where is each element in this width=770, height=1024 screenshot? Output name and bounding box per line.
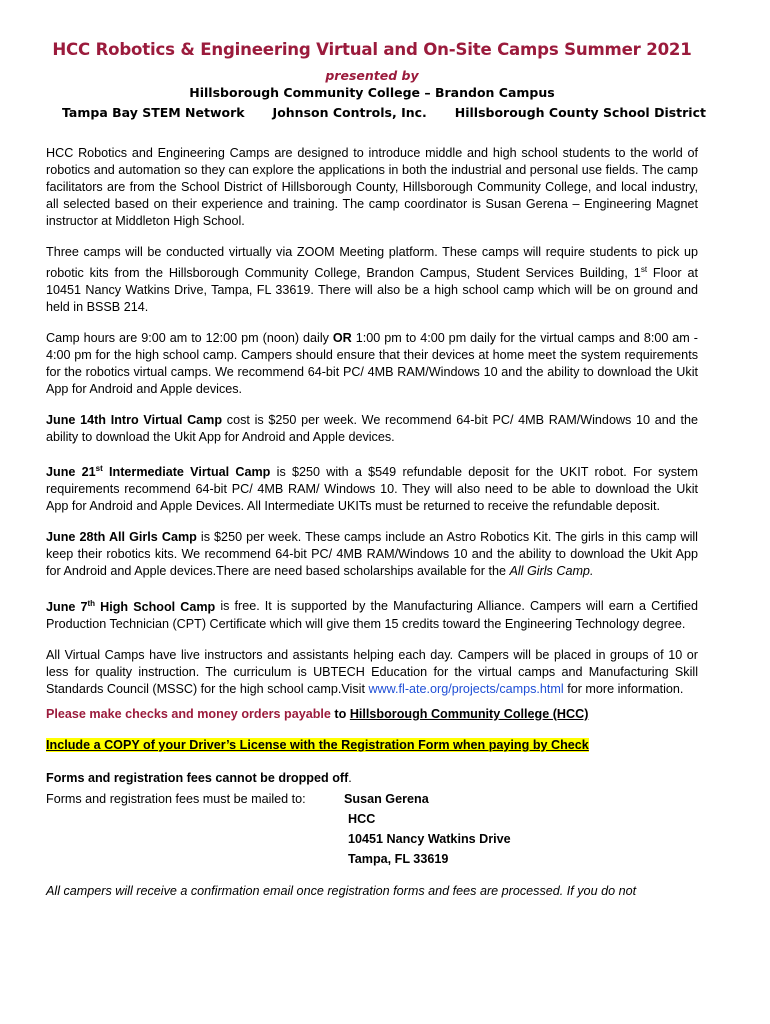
partner-stem: Tampa Bay STEM Network bbox=[62, 105, 245, 120]
no-drop-off-notice: Forms and registration fees cannot be dropped off. bbox=[46, 770, 352, 785]
partner-johnson: Johnson Controls, Inc. bbox=[272, 105, 427, 120]
host-main: Hillsborough Community College – Brandon Campus bbox=[189, 85, 555, 100]
mailing-row bbox=[46, 789, 698, 809]
camp-intro-paragraph: June 14th Intro Virtual Camp cost is $250 per week. We recommend 64-bit PC/ 4MB RAM/Windows 10 and the ability to download the Ukit App for Android and Apple devices. bbox=[46, 413, 698, 445]
camp-girls-title: June 28th All Girls Camp bbox=[46, 530, 197, 545]
hours-paragraph: Camp hours are 9:00 am to 12:00 pm (noon) daily OR 1:00 pm to 4:00 pm daily for the virtual camps and 8:00 am - 4:00 pm for the high school camp. Campers should ensure that their devices at home meet the system requirements for the robotics virtual camps. We recommend 64-bit PC/ 4MB RAM/Windows 10 and the ability to download the Ukit App for Android and Apple devices. bbox=[46, 331, 698, 397]
checks-payable-line: Please make checks and money orders payable to Hillsborough Community College (HCC) bbox=[46, 706, 589, 721]
partners-row bbox=[62, 103, 706, 123]
mailing-address bbox=[348, 809, 698, 869]
hosts-block bbox=[46, 83, 706, 123]
document-title: HCC Robotics & Engineering Virtual and On-Site Camps Summer 2021 bbox=[52, 40, 692, 59]
license-copy-notice: Include a COPY of your Driver’s License with the Registration Form when paying by Check bbox=[46, 737, 589, 752]
camps-link[interactable]: www.fl-ate.org/projects/camps.html bbox=[368, 681, 564, 696]
document-page bbox=[46, 40, 706, 900]
presented-by: presented by bbox=[325, 68, 419, 83]
confirmation-note: All campers will receive a confirmation email once registration forms and fees are processed. If you do not bbox=[46, 883, 637, 898]
three-camps-paragraph: Three camps will be conducted virtually via ZOOM Meeting platform. These camps will require students to pick up robotic kits from the Hillsborough Community College, Brandon Campus, Student Services Building, 1st Floor at 10451 Nancy Watkins Drive, Tampa, FL 33619. There will also be a high school camp which will be on ground and held in BSSB 214. bbox=[46, 245, 698, 315]
virtual-camps-paragraph: All Virtual Camps have live instructors and assistants helping each day. Campers will be placed in groups of 10 or less for quality instruction. The curriculum is UBTECH Education for the virtual camps and Manufacturing Skill Standards Council (MSSC) for the high school camp.Visit www.fl-ate.org/projects/camps.html for more information. bbox=[46, 647, 698, 696]
camp-intermediate-title: June 21st Intermediate Virtual Camp bbox=[46, 464, 271, 480]
camp-highschool-title: June 7th High School Camp bbox=[46, 598, 216, 614]
camp-girls-paragraph: June 28th All Girls Camp is $250 per week. These camps include an Astro Robotics Kit. The girls in this camp will keep their robotics kits. We recommend 64-bit PC/ 4MB RAM/Windows 10 and the ability to download the Ukit App for Android and Apple devices.There are need based scholarships available for the All Girls Camp. bbox=[46, 530, 698, 579]
mailing-name: Susan Gerena bbox=[344, 791, 429, 806]
camp-intro-title: June 14th Intro Virtual Camp bbox=[46, 413, 223, 428]
mailing-city: Tampa, FL 33619 bbox=[348, 851, 449, 866]
partner-school-district: Hillsborough County School District bbox=[454, 105, 706, 120]
mailing-label: Forms and registration fees must be mailed to: bbox=[46, 791, 306, 806]
camp-highschool-paragraph: June 7th High School Camp is free. It is supported by the Manufacturing Alliance. Campers will earn a Certified Production Technician (CPT) Certificate which will give them 15 credits toward the Engineering Technology degree. bbox=[46, 598, 698, 631]
mailing-street: 10451 Nancy Watkins Drive bbox=[348, 831, 511, 846]
mailing-org: HCC bbox=[348, 811, 376, 826]
camp-intermediate-paragraph: June 21st Intermediate Virtual Camp is $250 with a $549 refundable deposit for the UKIT robot. For system requirements recommend 64-bit PC/ 4MB RAM/ Windows 10. They will also need to be able to download the Ukit App for Android and Apple Devices. All Intermediate UKITs must be returned to receive the refundable deposit. bbox=[46, 464, 698, 514]
intro-paragraph: HCC Robotics and Engineering Camps are designed to introduce middle and high school students to the world of robotics and automation so they can explore the applications in both the industrial and personal use fields. The camp facilitators are from the School District of Hillsborough County, Hillsborough Community College, and local industry, all selected based on their experience and training. The camp coordinator is Susan Gerena – Engineering Magnet instructor at Middleton High School. bbox=[46, 146, 698, 228]
